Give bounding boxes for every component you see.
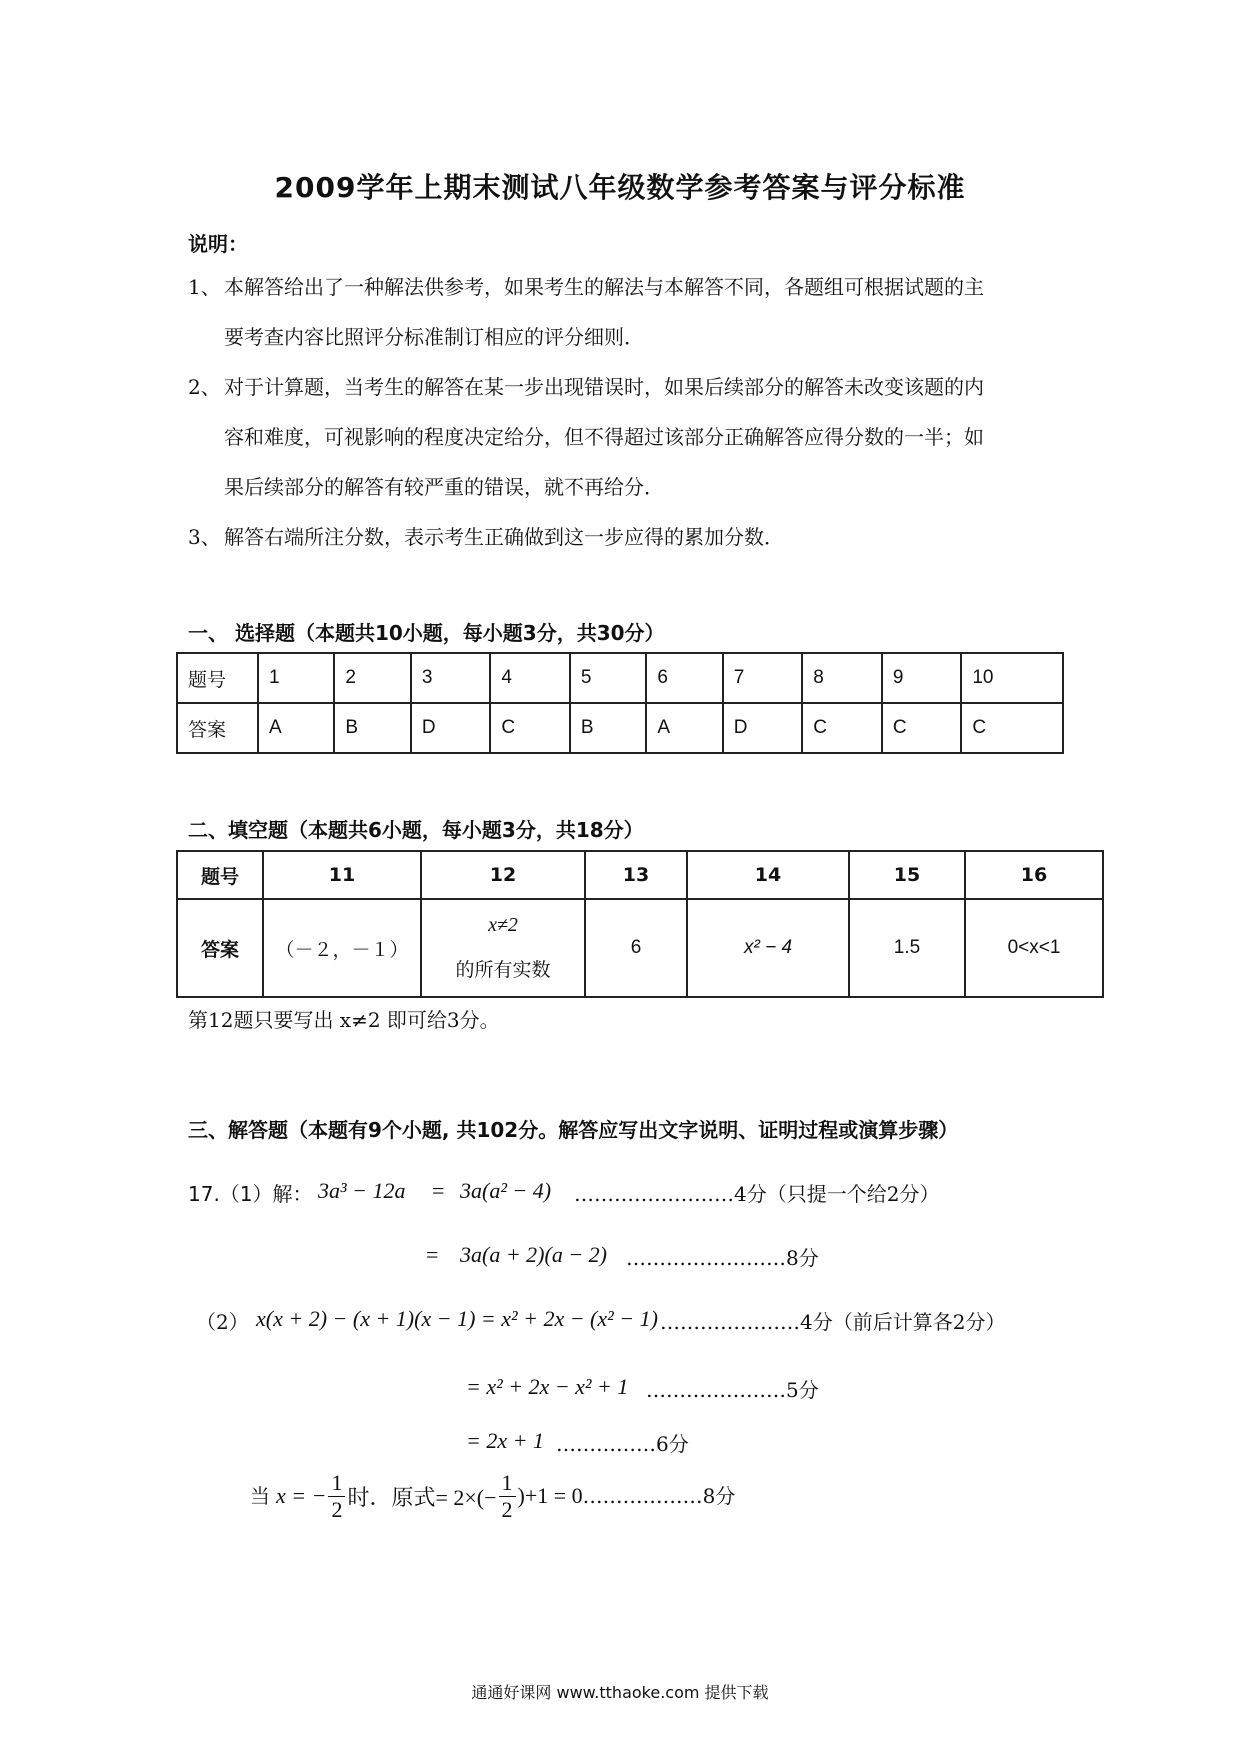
table-cell: 10 (961, 653, 1063, 703)
page-title: 2009学年上期末测试八年级数学参考答案与评分标准 (274, 171, 966, 204)
table-cell: 6 (646, 653, 722, 703)
fraction (328, 1470, 345, 1523)
table-cell: x² − 4 (687, 899, 849, 997)
table-cell: 14 (687, 851, 849, 899)
table-cell: D (723, 703, 803, 753)
notes-heading: 说明： (188, 232, 248, 256)
q17-1-score1: ……………………4分（只提一个给2分） (574, 1182, 940, 1206)
row-label: 题号 (177, 851, 263, 899)
q17-2-x: x = − (276, 1483, 327, 1508)
table-cell: 11 (263, 851, 421, 899)
answer-12-line2: 的所有实数 (455, 959, 551, 981)
section2-note: 第12题只要写出 x≠2 即可给3分。 (188, 1008, 500, 1032)
table-row (177, 851, 1103, 899)
table-cell: 12 (421, 851, 585, 899)
q17-2-step3: = 2x + 1 (466, 1428, 544, 1453)
q17-2-tail: )+1 = 0 (517, 1483, 583, 1508)
table-cell: A (646, 703, 722, 753)
section1-heading: 一、 选择题（本题共10小题，每小题3分，共30分） (188, 621, 665, 645)
q17-1-lhs: 3a³ − 12a (318, 1178, 406, 1203)
q17-2-score4: ………………8分 (582, 1484, 736, 1508)
table-cell: 9 (882, 653, 962, 703)
answer-12-line1: x≠2 (488, 914, 518, 936)
table-cell: C (882, 703, 962, 753)
note-item-1 (188, 262, 1068, 362)
page-footer: 通通好课网 www.tthaoke.com 提供下载 (471, 1683, 769, 1702)
fraction (499, 1470, 516, 1523)
table-cell: 1 (258, 653, 334, 703)
table-cell: B (570, 703, 646, 753)
q17-1-eq: = (432, 1178, 445, 1203)
q17-1-step1: 3a(a² − 4) (460, 1178, 552, 1203)
q17-2-score2: …………………5分 (646, 1378, 819, 1402)
table-cell: 15 (849, 851, 965, 899)
fill-answer-table (176, 850, 1104, 998)
q17-1-prefix: 17.（1）解： (188, 1182, 313, 1206)
note-text-cont: 要考查内容比照评分标准制订相应的评分细则． (224, 325, 644, 349)
note-text: 本解答给出了一种解法供参考，如果考生的解法与本解答不同，各题组可根据试题的主 (224, 275, 984, 299)
note-item-3 (188, 512, 1068, 562)
note-text-cont2: 果后续部分的解答有较严重的错误，就不再给分． (224, 475, 664, 499)
q17-1-eq2: = (426, 1242, 439, 1267)
q17-2-step2: = x² + 2x − x² + 1 (466, 1374, 629, 1399)
q17-2-when: 当 (250, 1484, 270, 1508)
table-cell: （－２，－１） (263, 899, 421, 997)
note-text: 解答右端所注分数，表示考生正确做到这一步应得的累加分数． (224, 525, 784, 549)
fraction-denominator: 2 (501, 1496, 513, 1522)
q17-2-step1: x(x + 2) − (x + 1)(x − 1) = x² + 2x − (x² − 1) (256, 1306, 658, 1331)
note-number: 2、 (188, 375, 221, 399)
table-cell: 16 (965, 851, 1103, 899)
table-row (177, 653, 1063, 703)
note-item-2 (188, 362, 1068, 512)
table-cell: A (258, 703, 334, 753)
table-cell: 0<x<1 (965, 899, 1103, 997)
note-text: 对于计算题，当考生的解答在某一步出现错误时，如果后续部分的解答未改变该题的内 (224, 375, 984, 399)
table-cell: C (802, 703, 882, 753)
section3-heading: 三、解答题（本题有9个小题, 共102分。解答应写出文字说明、证明过程或演算步骤） (188, 1118, 959, 1142)
table-cell (421, 899, 585, 997)
note-number: 3、 (188, 525, 221, 549)
note-number: 1、 (188, 275, 221, 299)
table-cell: D (411, 703, 491, 753)
q17-1-score2: ……………………8分 (626, 1246, 819, 1270)
row-label: 答案 (177, 703, 258, 753)
q17-2-time: 时．原式= 2×(− (347, 1484, 497, 1510)
q17-1-step2: 3a(a + 2)(a − 2) (460, 1242, 607, 1267)
section2-heading: 二、填空题（本题共6小题，每小题3分，共18分） (188, 818, 644, 842)
table-cell: 5 (570, 653, 646, 703)
table-cell: 2 (334, 653, 410, 703)
q17-2-score3: ……………6分 (556, 1432, 689, 1456)
table-cell: 4 (490, 653, 570, 703)
row-label: 答案 (177, 899, 263, 997)
fraction-denominator: 2 (331, 1496, 343, 1522)
table-cell: C (490, 703, 570, 753)
table-cell: 13 (585, 851, 687, 899)
note-text-cont: 容和难度，可视影响的程度决定给分，但不得超过该部分正确解答应得分数的一半；如 (224, 425, 984, 449)
table-cell: 8 (802, 653, 882, 703)
fraction-numerator: 1 (499, 1470, 516, 1497)
row-label: 题号 (177, 653, 258, 703)
table-cell: 6 (585, 899, 687, 997)
q17-2-score1: …………………4分（前后计算各2分） (660, 1310, 1006, 1334)
table-row (177, 899, 1103, 997)
choice-answer-table (176, 652, 1064, 754)
table-cell: 7 (723, 653, 803, 703)
table-cell: 1.5 (849, 899, 965, 997)
q17-2-prefix: （2） (196, 1310, 249, 1334)
table-cell: 3 (411, 653, 491, 703)
table-cell: B (334, 703, 410, 753)
q17-2-evaluation (250, 1466, 735, 1526)
table-cell: C (961, 703, 1063, 753)
fraction-numerator: 1 (328, 1470, 345, 1497)
table-row (177, 703, 1063, 753)
